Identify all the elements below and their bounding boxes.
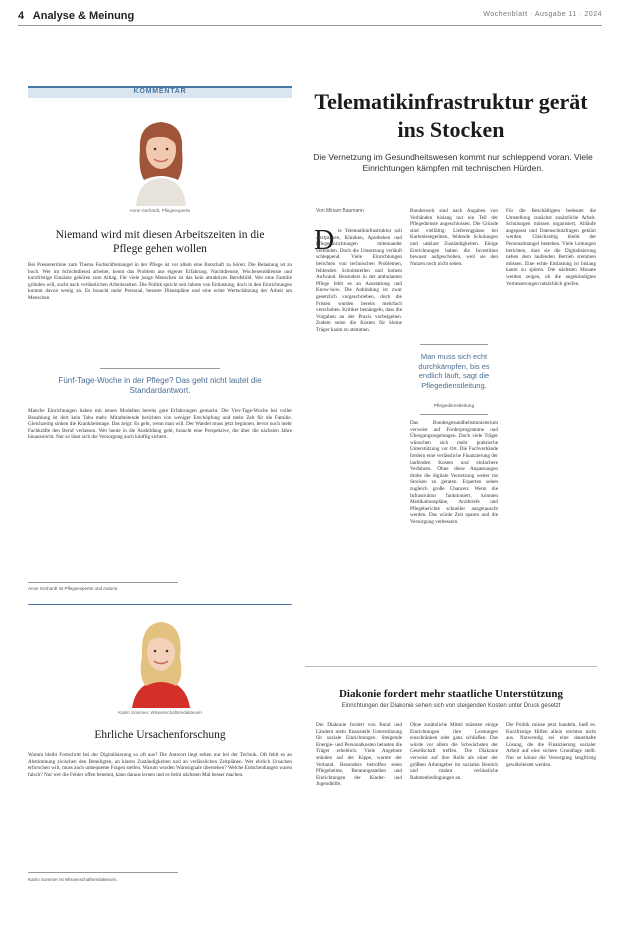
footnote-1: Anne Gerhardt ist Pflegeexpertin und Autorin. (28, 586, 119, 591)
footnote-rule-1 (28, 582, 178, 583)
article-subhead: Die Vernetzung im Gesundheitswesen kommt nur schleppend voran. Viele Einrichtungen kämpfen mit technischen Hürden. (313, 152, 593, 173)
article2-column-3: Die Politik müsse jetzt handeln, hieß es. Kurzfristige Hilfen allein reichten nicht aus. Notwendig sei eine dauerhafte Lösung, die die Finanzierung sozialer Arbeit auf eine sichere Grundlage stellt. Nur so könne die Versorgung langfristig gewährleistet werden. (506, 722, 596, 768)
author-photo-2 (118, 612, 204, 708)
author-photo-1 (118, 110, 204, 206)
article2-subhead: Einrichtungen der Diakonie sehen sich von steigenden Kosten unter Druck gesetzt (341, 703, 561, 709)
article-column-3: Das Bundesgesundheitsministerium verweist auf Förderprogramme und Übergangsregelungen. Doch viele Träger wünschen sich mehr praktische Unterstützung vor Ort. Die Fachverbände fordern eine verlässliche Finanzierung der laufenden Kosten und einfachere Verfahren. Ohne diese Anpassungen drohe die digitale Vernetzung weiter ins Stocken zu geraten. Experten sehen zugleich große Chancen: Wenn die Infrastruktur funktioniert, könnten Medikationspläne, Arztbriefe und Pflegeberichte schneller ausgetauscht werden. Das würde Zeit sparen und die Versorgung verbessern. (410, 420, 498, 525)
photo-caption-2: Katrin Sommer, Wissenschaftsredakteurin (118, 710, 202, 715)
second-comment-rule (28, 604, 292, 605)
mid-quote-rule-bottom (420, 414, 488, 415)
opinion-headline-1: Niemand wird mit diesen Arbeitszeiten in die Pflege gehen wollen (55, 229, 265, 255)
article2-column-1: Die Diakonie fordert von Bund und Ländern mehr finanzielle Unterstützung für soziale Einrichtungen. Steigende Energie- und Personalkosten belasten die Träger erheblich. Viele Angebote stünden auf der Kippe, warnte der Verband. Besonders betroffen seien Pflegeheime, Beratungsstellen und Einrichtungen der Kinder- und Jugendhilfe. (316, 722, 402, 788)
section-divider (305, 666, 597, 667)
article-column-1: ie Telematikinfrastruktur soll Arztpraxen, Kliniken, Apotheken und Pflegeeinrichtungen miteinander verbinden. Doch die Umsetzung verläuft schleppend. Viele Einrichtungen berichten von technischen Problemen, fehlenden Schnittstellen und hohem Aufwand. Besonders in der ambulanten Pflege fehlt es an Ausstattung und Know-how. Die Anbindung ist zwar gesetzlich vorgeschrieben, doch die Fristen wurden bereits mehrfach verschoben. Kritiker bemängeln, dass die Vorgaben an der Praxis vorbeigehen. Zudem seien die Kosten für kleine Träger kaum zu stemmen. (316, 228, 402, 333)
issue-info: Wochenblatt · Ausgabe 11 · 2024 (483, 11, 602, 18)
opinion-body-3: Warum bleibt Fortschritt bei der Digitalisierung so oft aus? Die Antwort liegt selten nur bei der Technik. Oft fehlt es an Abstimmung zwischen den Beteiligten, an klaren Zuständigkeiten und an verlässlichen Zeitplänen. Wer ehrlich Ursachen erforschen will, muss auch unbequeme Fragen stellen. Warum wurden Warnsignale übersehen? Welche Entscheidungen waren falsch? Nur wer die Fehler offen benennt, kann daraus lernen und es beim nächsten Mal besser machen. (28, 752, 292, 778)
opinion-body-2: Manche Einrichtungen haben mit neuen Modellen bereits gute Erfahrungen gemacht. Die Vier-Tage-Woche bei voller Bezahlung ist dort kein Tabu mehr. Mitarbeitende berichten von weniger Erschöpfung und mehr Zeit für die Familie. Gleichzeitig sinken die Krankheitstage. Das zeigt: Es geht, wenn man will. Der Wandel muss jetzt beginnen, bevor noch mehr Fachkräfte den Beruf verlassen. Wer heute in die Ausbildung geht, braucht eine Perspektive, die über die nächsten Jahre hinausreicht. Nur so lässt sich die Versorgung auch künftig sichern. (28, 408, 292, 441)
kommentar-label: KOMMENTAR (133, 88, 187, 95)
mid-quote-rule-top (420, 344, 488, 345)
opinion-body-1: Bei Pressetermine zum Thema Fachkräftemangel in der Pflege ist vor allem eine Botschaft zu hören: Die Belastung ist zu hoch. Wer im Schichtdienst arbeitet, kennt das Problem aus eigener Erfahrung. Nachtdienste, Wochenenddienste und kurzfristige Einsätze gehören zum Alltag. Für viele junge Menschen ist das kein attraktives Berufsbild. Wer eine Familie gründen will, sucht nach verlässlichen Arbeitszeiten. Die Politik spricht seit Jahren von Entlastung, doch in den Einrichtungen kommt davon wenig an. Es braucht mehr Personal, bessere Dienstpläne und eine echte Wertschätzung der Arbeit am Menschen. (28, 262, 292, 301)
article-column-2: Bundesweit sind nach Angaben von Verbänden bislang nur ein Teil der Pflegedienste angeschlossen. Die Gründe sind vielfältig: Lieferengpässe bei Kartenlesegeräten, fehlende Schulungen und unklare Zuständigkeiten. Einige Einrichtungen haben die Investition bewusst aufgeschoben, weil sie den Nutzen noch nicht sehen. (410, 208, 498, 267)
opinion-headline-2: Ehrliche Ursachenforschung (94, 729, 226, 741)
pullquote-rule-top (100, 368, 220, 369)
pullquote-1: Fünf-Tage-Woche in der Pflege? Das geht nicht lautet die Standardantwort. (58, 376, 262, 395)
header-divider (18, 25, 602, 26)
photo-caption-1: Anne Gerhardt, Pflegeexpertin (129, 208, 191, 213)
article2-headline: Diakonie fordert mehr staatliche Unterstützung (338, 688, 564, 700)
page-header (18, 10, 134, 22)
article-byline: Von Miriam Baumann (316, 208, 364, 214)
article-pullquote: Man muss sich echt durchkämpfen, bis es endlich läuft, sagt die Pflegedienstleitung. (418, 352, 490, 390)
footnote-rule-2 (28, 872, 178, 873)
article-column-4: Für die Beschäftigten bedeutet die Umstellung zunächst zusätzliche Arbeit. Schulungen müssen organisiert, Abläufe angepasst und Datenschutzfragen geklärt werden. Gleichzeitig bleibt der Personalmangel bestehen. Viele Leitungen berichten, dass sie die Digitalisierung neben dem laufenden Betrieb stemmen müssen. Eine echte Entlastung ist bislang kaum zu spüren. Die nächsten Monate werden zeigen, ob die angekündigten Verbesserungen tatsächlich greifen. (506, 208, 596, 287)
section-title: Analyse & Meinung (32, 10, 135, 22)
footnote-2: Katrin Sommer ist Wissenschaftsredakteurin. (28, 877, 118, 882)
article-pullquote-author: Pflegedienstleitung (433, 404, 475, 409)
article-dropcap: D (314, 225, 335, 256)
article-headline: Telematikinfrastruktur gerät ins Stocken (314, 89, 588, 142)
article2-column-2: Ohne zusätzliche Mittel müssten einige Einrichtungen ihre Leistungen einschränken oder ganz schließen. Das würde vor allem die Schwächsten der Gesellschaft treffen. Die Diakonie verweist auf ihre Rolle als einer der größten Arbeitgeber im sozialen Bereich und mahnt verlässliche Rahmenbedingungen an. (410, 722, 498, 781)
page-number: 4 (18, 10, 25, 22)
